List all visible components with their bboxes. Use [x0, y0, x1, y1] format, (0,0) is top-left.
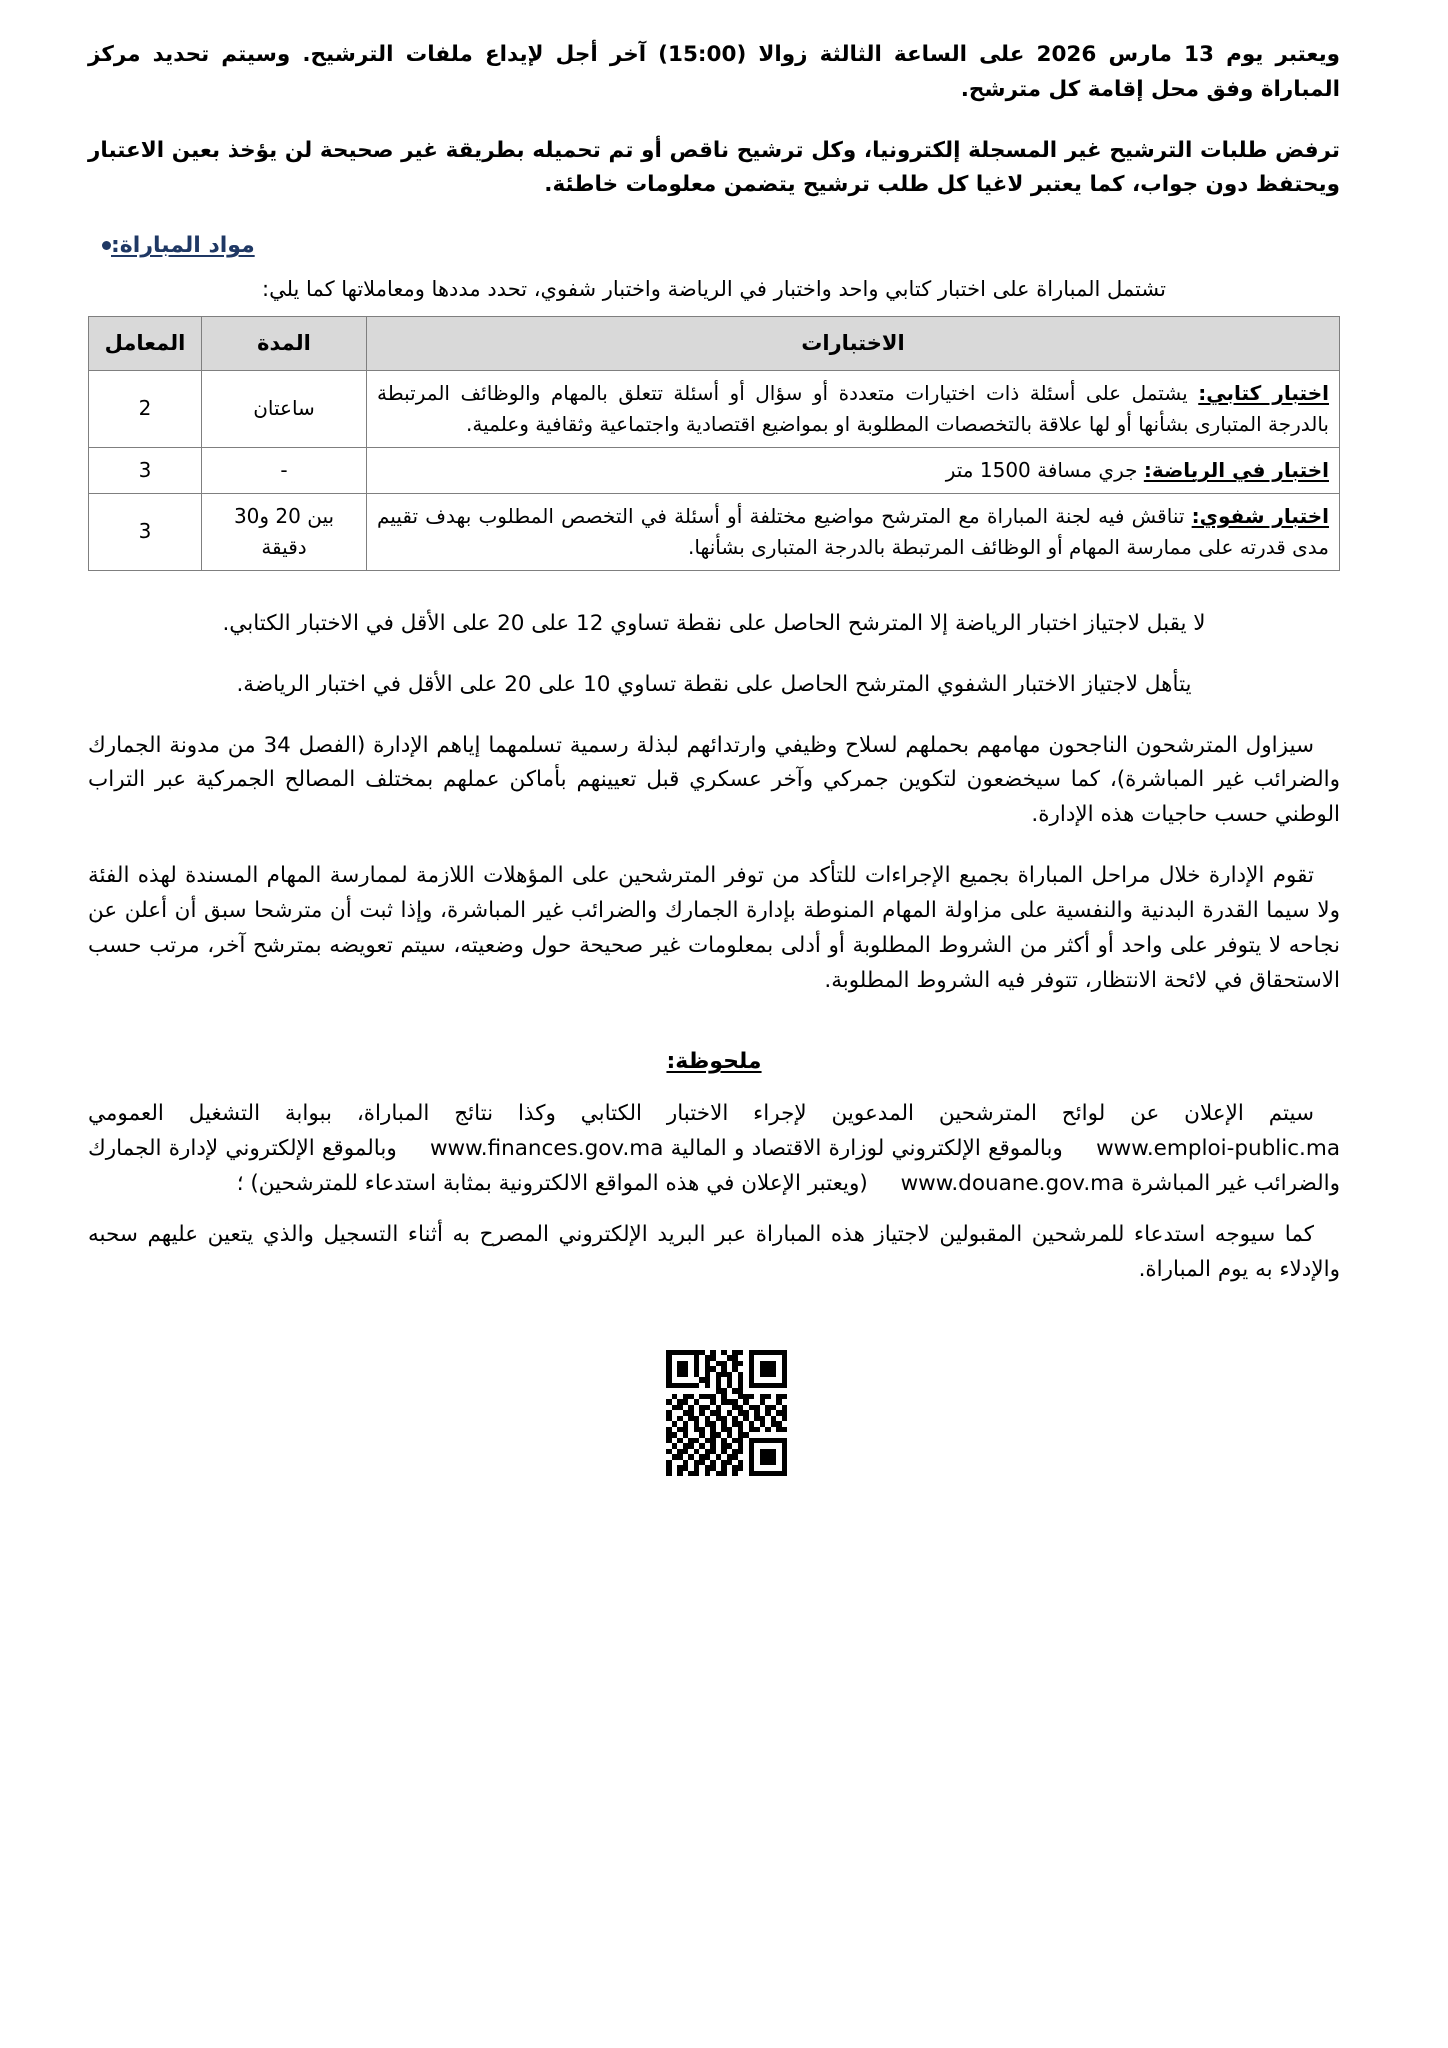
- cell-duration: -: [202, 447, 367, 493]
- note-text-part-2: وبالموقع الإلكتروني لوزارة الاقتصاد و المالية: [663, 1135, 1071, 1161]
- cell-test-description: [367, 447, 1340, 493]
- cell-test-description: [367, 493, 1340, 570]
- exam-table: [88, 316, 1340, 571]
- cell-coefficient: 2: [89, 370, 202, 447]
- note-text-part-1: سيتم الإعلان عن لوائح المترشحين المدعوين لإجراء الاختبار الكتابي وكذا نتائج المباراة، ببوابة التشغيل العمومي: [88, 1100, 1314, 1126]
- test-name-written: اختبار كتابي:: [1198, 380, 1329, 405]
- rejection-text: ترفض طلبات الترشيح غير المسجلة إلكترونيا، وكل ترشيح ناقص أو تم تحميله بطريقة غير صحيحة لن يؤخذ بعين الاعتبار ويحتفظ دون جواب، كما يعتبر لاغيا كل طلب ترشيح يتضمن معلومات خاطئة.: [88, 137, 1340, 198]
- exam-table-head: [89, 317, 1340, 371]
- qr-code: [649, 1338, 799, 1488]
- deadline-text: ويعتبر يوم 13 مارس 2026 على الساعة الثالثة زوالا (15:00) آخر أجل لإيداع ملفات الترشيح. وسيتم تحديد مركز المباراة وفق محل إقامة كل مترشح.: [88, 42, 1340, 102]
- note-heading: ملحوظة:: [666, 1049, 762, 1075]
- cell-test-description: [367, 370, 1340, 447]
- cell-coefficient: 3: [89, 493, 202, 570]
- link-finances-gov[interactable]: www.finances.gov.ma: [429, 1135, 664, 1161]
- exam-table-body: [89, 370, 1340, 570]
- table-row: [89, 447, 1340, 493]
- test-body-sport: جري مسافة 1500 متر: [945, 457, 1144, 482]
- bullet-heading-exam-subjects: [88, 233, 1340, 258]
- paragraph-verification: تقوم الإدارة خلال مراحل المباراة بجميع الإجراءات للتأكد من توفر المترشحين على المؤهلات اللازمة لممارسة المهام المسندة لهذه الفئة ولا سيما القدرة البدنية والنفسية على مزاولة المهام المنوطة بإدارة الجمارك والضرائب غير المباشرة، وإذا ثبت أن مترشحا سبق أن أعلن عن نجاحه لا يتوفر على واحد أو أكثر من الشروط المطلوبة أو أدلى بمعلومات غير صحيحة حول وضعيته، سيتم تعويضه بمترشح آخر، مرتب حسب الاستحقاق في لائحة الانتظار، تتوفر فيه الشروط المطلوبة.: [88, 863, 1340, 993]
- table-row: [89, 370, 1340, 447]
- test-body-written: يشتمل على أسئلة ذات اختيارات متعددة أو سؤال أو أسئلة تتعلق بالمهام والوظائف المرتبطة بالدرجة المتبارى بشأنها أو لها علاقة بالتخصصات المطلوبة او بمواضيع اقتصادية واجتماعية وثقافية وعلمية.: [377, 380, 1329, 436]
- paragraph-summons: كما سيوجه استدعاء للمرشحين المقبولين لاجتياز هذه المباراة عبر البريد الإلكتروني المصرح به أثناء التسجيل والذي يتعين عليهم سحبه والإدلاء به يوم المباراة.: [88, 1222, 1340, 1283]
- qr-code-container: [0, 1338, 1448, 1488]
- paragraph-condition-sport: لا يقبل لاجتياز اختبار الرياضة إلا المترشح الحاصل على نقطة تساوي 12 على 20 على الأقل في الاختبار الكتابي.: [222, 610, 1206, 636]
- paragraph-duties: سيزاول المترشحون الناجحون مهامهم بحملهم لسلاح وظيفي وارتدائهم لبذلة رسمية تسلمهما إياهم الإدارة (الفصل 34 من مدونة الجمارك والضرائب غير المباشرة)، كما سيخضعون لتكوين جمركي وآخر عسكري قبل تعيينهم بأماكن عملهم بمختلف المصالح الجمركية عبر التراب الوطني حسب حاجيات هذه الإدارة.: [88, 732, 1340, 828]
- cell-duration: ساعتان: [202, 370, 367, 447]
- paragraph-table-intro: تشتمل المباراة على اختبار كتابي واحد واختبار في الرياضة واختبار شفوي، تحدد مددها ومعاملاتها كما يلي:: [262, 277, 1166, 302]
- paragraph-deadline: [88, 38, 1340, 108]
- column-header-duration: المدة: [202, 317, 367, 371]
- qr-code-grid: [655, 1344, 793, 1482]
- link-douane-gov[interactable]: www.douane.gov.ma: [900, 1170, 1125, 1196]
- note-text-part-4: (ويعتبر الإعلان في هذه المواقع الالكترونية بمثابة استدعاء للمترشحين) ؛: [236, 1170, 875, 1196]
- test-name-oral: اختبار شفوي:: [1191, 503, 1329, 528]
- table-header-row: [89, 317, 1340, 371]
- document-content: [88, 38, 1340, 1288]
- test-name-sport: اختبار في الرياضة:: [1143, 457, 1329, 482]
- paragraph-note-announcement: [88, 1097, 1340, 1201]
- column-header-coefficient: المعامل: [89, 317, 202, 371]
- note-text-part-3: وبالموقع الإلكتروني لإدارة الجمارك والضرائب غير المباشرة: [88, 1135, 1340, 1196]
- bullet-label: مواد المباراة:: [111, 233, 255, 259]
- cell-coefficient: 3: [89, 447, 202, 493]
- table-row: [89, 493, 1340, 570]
- link-emploi-public[interactable]: www.emploi-public.ma: [1096, 1135, 1340, 1161]
- paragraph-rejection: [88, 134, 1340, 204]
- bullet-dot-icon: [102, 241, 111, 250]
- cell-duration: بين 20 و30 دقيقة: [202, 493, 367, 570]
- test-body-oral: تناقش فيه لجنة المباراة مع المترشح مواضيع مختلفة أو أسئلة في التخصص المطلوب بهدف تقييم مدى قدرته على ممارسة المهام أو الوظائف المرتبطة بالدرجة المتبارى بشأنها.: [377, 503, 1329, 559]
- column-header-tests: الاختبارات: [367, 317, 1340, 371]
- paragraph-condition-oral: يتأهل لاجتياز الاختبار الشفوي المترشح الحاصل على نقطة تساوي 10 على 20 على الأقل في اختبار الرياضة.: [236, 671, 1192, 697]
